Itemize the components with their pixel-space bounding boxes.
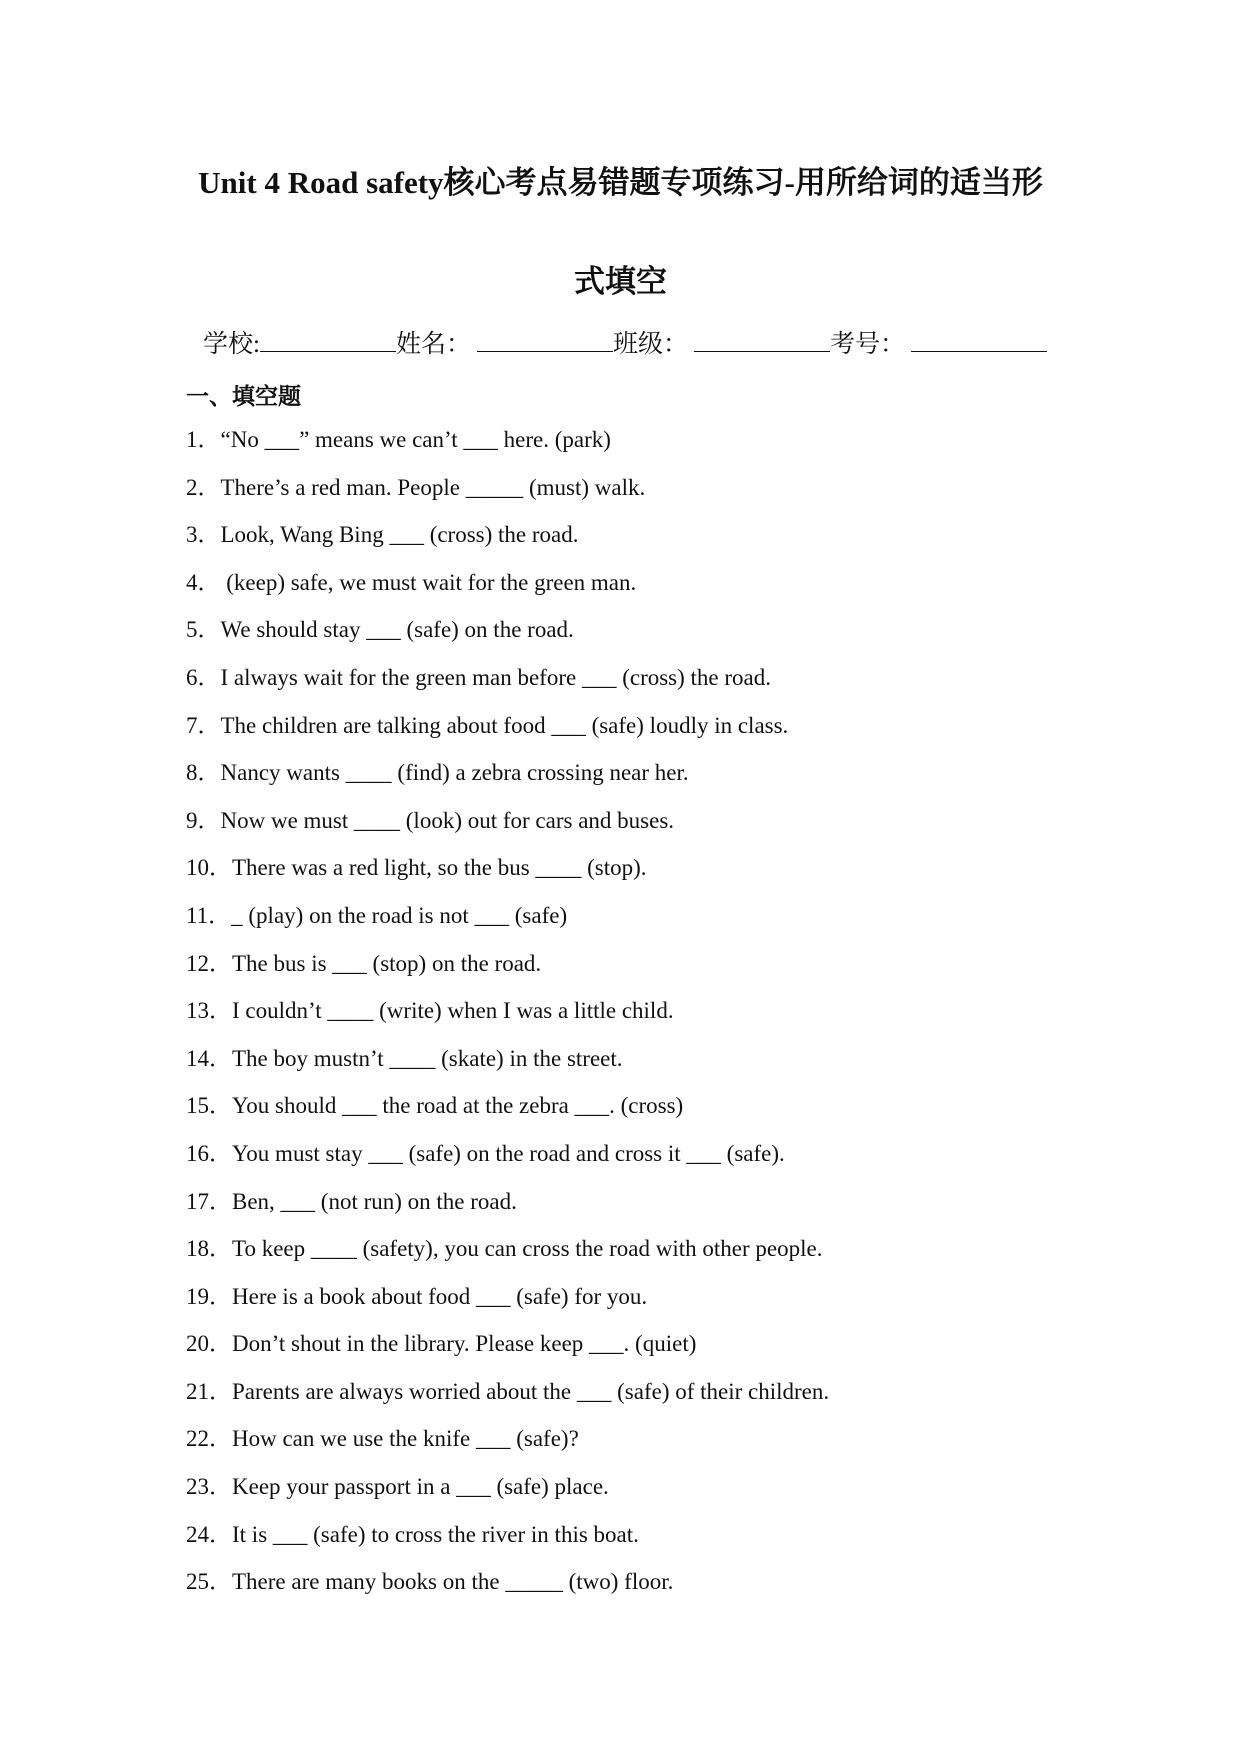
question-list [186, 423, 829, 1613]
class-blank [694, 329, 830, 352]
question-item: 1．“No ___” means we can’t ___ here. (park) [186, 427, 611, 452]
question-item: 15．You should ___ the road at the zebra ___. (cross) [186, 1093, 684, 1119]
question-item: 21．Parents are always worried about the ___ (safe) of their children. [186, 1378, 830, 1404]
school-blank [260, 329, 396, 352]
title-line-1: Unit 4 Road safety核心考点易错题专项练习-用所给词的适当形 [198, 165, 1043, 200]
question-item: 6．I always wait for the green man before ___ (cross) the road. [186, 664, 772, 690]
question-item: 9．Now we must ____ (look) out for cars and buses. [186, 807, 675, 833]
question-item: 7．The children are talking about food ___ (safe) loudly in class. [186, 712, 789, 738]
question-item: 2．There’s a red man. People _____ (must) walk. [186, 474, 646, 500]
question-item: 23．Keep your passport in a ___ (safe) place. [186, 1474, 609, 1500]
question-item: 17．Ben, ___ (not run) on the road. [186, 1188, 517, 1214]
number-label: 考号： [829, 331, 905, 358]
class-label: 班级： [612, 331, 688, 358]
question-item: 25．There are many books on the _____ (two) floor. [186, 1569, 674, 1595]
question-item: 22．How can we use the knife ___ (safe)? [186, 1426, 579, 1452]
question-item: 3．Look, Wang Bing ___ (cross) the road. [186, 522, 579, 548]
question-item: 20．Don’t shout in the library. Please keep ___. (quiet) [186, 1331, 697, 1357]
question-item: 16．You must stay ___ (safe) on the road and cross it ___ (safe). [186, 1140, 785, 1166]
question-item: 8．Nancy wants ____ (find) a zebra crossing near her. [186, 760, 689, 786]
question-item: 18．To keep ____ (safety), you can cross the road with other people. [186, 1236, 823, 1262]
question-item: 12．The bus is ___ (stop) on the road. [186, 950, 542, 976]
question-item: 14．The boy mustn’t ____ (skate) in the street. [186, 1045, 623, 1071]
question-item: 13．I couldn’t ____ (write) when I was a little child. [186, 998, 674, 1024]
section-title: 一、填空题 [186, 384, 301, 410]
title-line-2: 式填空 [574, 264, 667, 299]
question-item: 11．_ (play) on the road is not ___ (safe) [186, 902, 568, 928]
question-item: 24．It is ___ (safe) to cross the river in this boat. [186, 1521, 639, 1547]
question-item: 10．There was a red light, so the bus ____ (stop). [186, 855, 647, 881]
question-item: 19．Here is a book about food ___ (safe) for you. [186, 1283, 648, 1309]
question-item: 4． (keep) safe, we must wait for the green man. [186, 569, 637, 595]
question-item: 5．We should stay ___ (safe) on the road. [186, 617, 574, 643]
number-blank [911, 329, 1047, 352]
student-info-row [203, 328, 1047, 362]
name-label: 姓名： [395, 331, 471, 358]
name-blank [477, 329, 613, 352]
school-label: 学校: [203, 331, 260, 358]
